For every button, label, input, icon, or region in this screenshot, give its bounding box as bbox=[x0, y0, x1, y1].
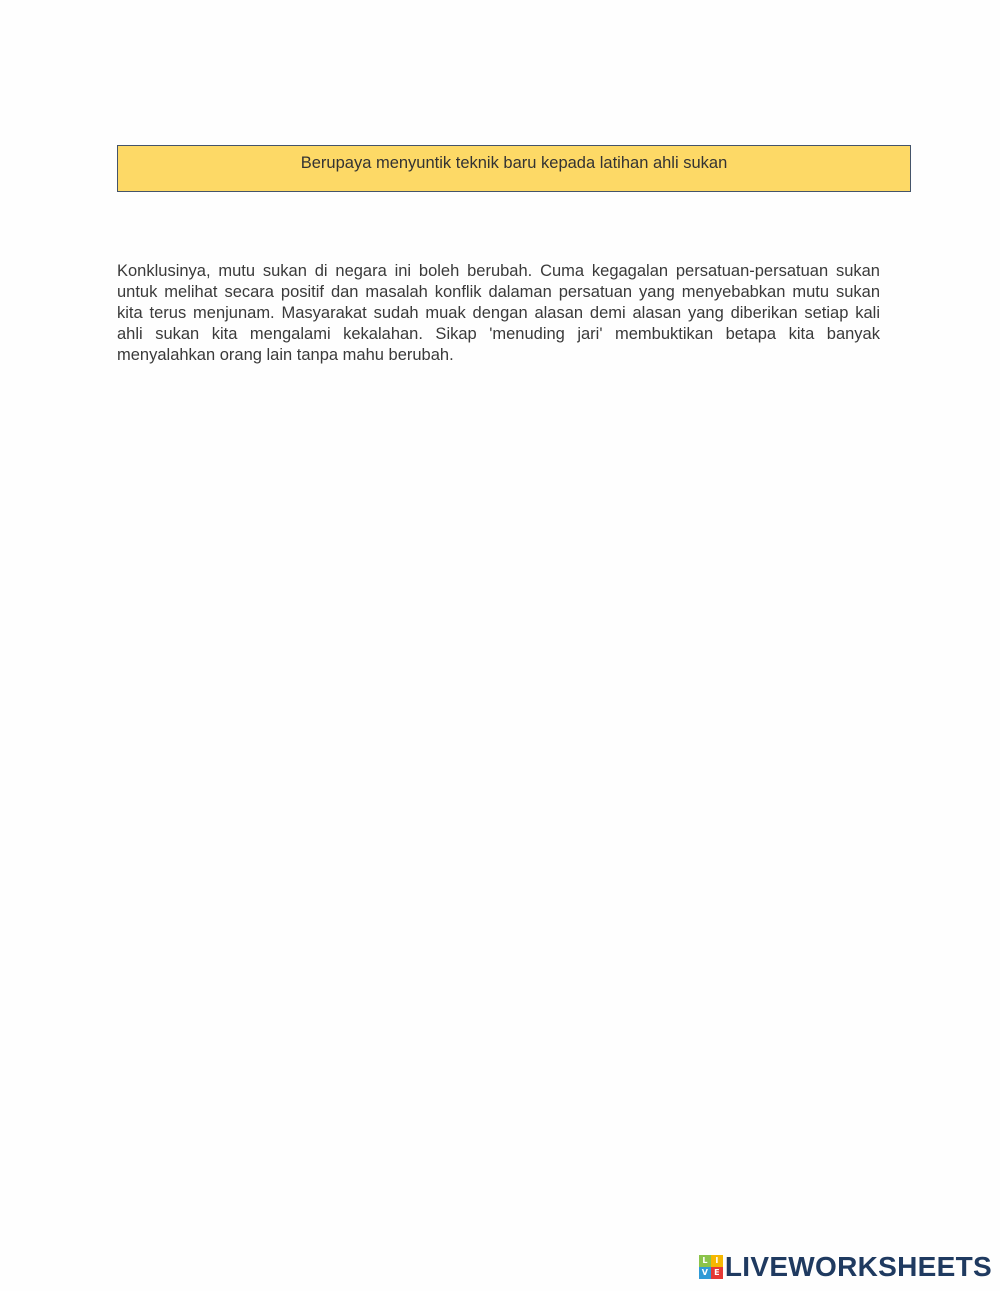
conclusion-paragraph: Konklusinya, mutu sukan di negara ini boleh berubah. Cuma kegagalan persatuan-persatuan sukan untuk melihat secara positif dan masalah konflik dalaman persatuan yang menyebabkan mutu sukan kita terus menjunam. Masyarakat sudah muak dengan alasan demi alasan yang diberikan setiap kali ahli sukan kita mengalami kekalahan. Sikap 'menuding jari' membuktikan betapa kita banyak menyalahkan orang lain tanpa mahu berubah. bbox=[117, 262, 880, 364]
answer-input-box[interactable] bbox=[117, 145, 911, 192]
logo-letter-i: I bbox=[711, 1255, 723, 1267]
liveworksheets-brand bbox=[699, 1251, 992, 1283]
liveworksheets-logo-icon bbox=[699, 1255, 723, 1279]
logo-letter-e: E bbox=[711, 1267, 723, 1279]
answer-text: Berupaya menyuntik teknik baru kepada latihan ahli sukan bbox=[300, 154, 728, 172]
logo-letter-v: V bbox=[699, 1267, 711, 1279]
logo-letter-l: L bbox=[699, 1255, 711, 1267]
brand-name: LIVEWORKSHEETS bbox=[724, 1251, 992, 1282]
